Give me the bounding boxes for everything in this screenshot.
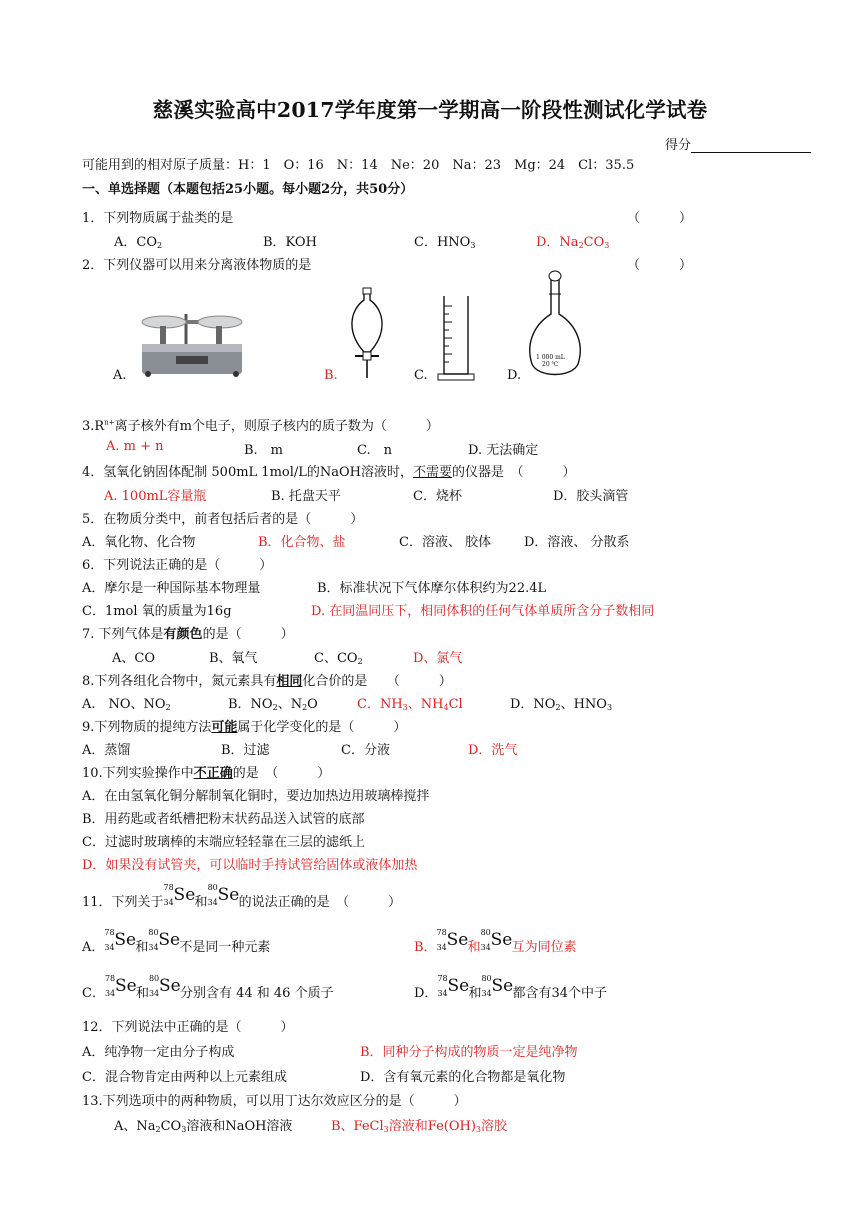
graduated-cylinder-icon [436, 294, 476, 382]
q4-option-c: C．烧杯 [413, 489, 462, 504]
q13-option-a: A、$Na_2CO_3$溶液和NaOH溶液 [114, 1119, 293, 1134]
q9-option-d-answer: D．洗气 [468, 743, 518, 758]
score-blank[interactable] [691, 140, 811, 153]
q2-option-a: A. [113, 368, 127, 383]
question-1-paren: （ ） [627, 211, 693, 226]
q11-option-c: C． 78 34 Se 和 80 34 Se 分别含有 44 和 46 个质子 [82, 974, 334, 1001]
q3-option-a-answer: A. m + n [106, 439, 164, 454]
question-2-stem: 2．下列仪器可以用来分离液体物质的是 [82, 258, 312, 273]
q10-option-d-answer: D．如果没有试管夹，可以临时手持试管给固体或液体加热 [82, 858, 418, 873]
q10-option-c: C．过滤时玻璃棒的末端应轻轻靠在三层的滤纸上 [82, 835, 365, 850]
question-12-stem: 12．下列说法中正确的是（ ） [82, 1020, 294, 1035]
q8-option-a: A. NO、$NO_2$ [82, 697, 171, 712]
q13-option-b-answer: B、FeCl$_3$溶液和$Fe(OH)_3$溶胶 [331, 1119, 508, 1134]
q8-option-b: B．$NO_2$、$N_2O$ [228, 697, 318, 712]
q7-option-b: B、氧气 [209, 651, 258, 666]
q9-option-a: A．蒸馏 [82, 743, 131, 758]
question-10-stem: 10.下列实验操作中不正确的是 （ ） [82, 766, 331, 781]
q4-option-b: B. 托盘天平 [271, 489, 341, 504]
q6-option-d-answer: D. 在同温同压下，相同体积的任何气体单质所含分子数相同 [311, 604, 655, 619]
question-9-stem: 9.下列物质的提纯方法可能属于化学变化的是（ ） [82, 720, 407, 735]
q5-option-d: D．溶液、 分散系 [524, 535, 630, 550]
q11-option-d: D． 78 34 Se 和 80 34 Se 都含有34个中子 [414, 974, 607, 1001]
q2-option-c: C. [414, 368, 428, 383]
q12-option-c: C．混合物肯定由两种以上元素组成 [82, 1070, 287, 1085]
q8-option-c-answer: C．$NH_3$、$NH_4Cl$ [357, 697, 463, 712]
q10-option-b: B．用药匙或者纸槽把粉末状药品送入试管的底部 [82, 812, 365, 827]
question-7-stem: 7. 下列气体是有颜色的是（ ） [82, 627, 294, 642]
score-label: 得分 [665, 138, 692, 153]
question-11-stem: 11．下列关于 78 34 Se 和 80 34 Se 的说法正确的是 （ ） [82, 883, 402, 910]
q12-option-b-answer: B．同种分子构成的物质一定是纯净物 [360, 1045, 578, 1060]
q2-option-d: D. [507, 368, 522, 383]
question-3-stem: $3.R^{n+}$离子核外有m个电子，则原子核内的质子数为（ ） [82, 418, 439, 434]
q1-option-a: A．$CO_2$ [114, 235, 163, 250]
q6-option-c: C．1mol 氧的质量为16g [82, 604, 232, 619]
q4-option-d: D．胶头滴管 [553, 489, 629, 504]
question-8-stem: 8.下列各组化合物中，氮元素具有相同化合价的是 （ ） [82, 674, 452, 689]
section-heading: 一、单选择题（本题包括25小题。每小题2分，共50分） [82, 182, 414, 197]
q3-option-b: B. m [244, 443, 284, 458]
q7-option-c: C、$CO_2$ [314, 651, 363, 666]
q9-option-c: C．分液 [341, 743, 390, 758]
q6-option-b: B．标准状况下气体摩尔体积约为22.4L [317, 581, 547, 596]
q2-option-b-answer: B. [324, 368, 338, 383]
isotope-se80: 80 34 Se [207, 883, 240, 907]
q12-option-d: D．含有氧元素的化合物都是氧化物 [360, 1070, 566, 1085]
q7-option-a: A、CO [112, 651, 155, 666]
q5-option-b-answer: B．化合物、盐 [258, 535, 346, 550]
q10-option-a: A．在由氢氧化铜分解制氧化铜时，要边加热边用玻璃棒搅拌 [82, 789, 430, 804]
q3-option-c: C. n [357, 443, 392, 458]
q11-option-a: A． 78 34 Se 和 80 34 Se 不是同一种元素 [82, 928, 271, 955]
question-1-stem: 1．下列物质属于盐类的是 [82, 211, 234, 226]
balance-scale-icon [136, 300, 248, 380]
question-5-stem: 5．在物质分类中，前者包括后者的是（ ） [82, 512, 364, 527]
q12-option-a: A．纯净物一定由分子构成 [82, 1045, 235, 1060]
q8-option-d: D．$NO_2$、$HNO_3$ [510, 697, 613, 712]
q7-option-d-answer: D、氯气 [413, 651, 463, 666]
question-6-stem: 6．下列说法正确的是（ ） [82, 558, 273, 573]
q1-option-b: B．KOH [263, 235, 317, 250]
separatory-funnel-icon [342, 286, 392, 382]
question-2-paren: （ ） [627, 258, 693, 273]
q3-option-d: D. 无法确定 [468, 443, 539, 458]
flask-label: 1 000 mL 20 ℃ [536, 354, 565, 368]
question-4-stem: 4．氢氧化钠固体配制 500mL 1mol/L的NaOH溶液时，不需要的仪器是 （ ） [82, 465, 576, 480]
page-title: 慈溪实验高中2017学年度第一学期高一阶段性测试化学试卷 [152, 98, 708, 122]
q1-option-d-answer: D．$Na_2CO_3$ [536, 235, 610, 250]
isotope-se78: 78 34 Se [163, 883, 196, 907]
q4-option-a-answer: A. 100mL容量瓶 [104, 489, 207, 504]
q6-option-a: A．摩尔是一种国际基本物理量 [82, 581, 261, 596]
q5-option-c: C．溶液、 胶体 [399, 535, 492, 550]
score-field[interactable] [665, 134, 811, 153]
q1-option-c: C．$HNO_3$ [414, 235, 476, 250]
q5-option-a: A．氧化物、化合物 [82, 535, 196, 550]
q11-option-b-answer: B． 78 34 Se 和 80 34 Se 互为同位素 [414, 928, 577, 955]
atomic-masses: 可能用到的相对原子质量：H：1 O：16 N：14 Ne：20 Na：23 Mg：24 Cl：35.5 [82, 158, 635, 173]
q9-option-b: B．过滤 [221, 743, 270, 758]
question-13-stem: 13.下列选项中的两种物质，可以用丁达尔效应区分的是（ ） [82, 1094, 467, 1109]
